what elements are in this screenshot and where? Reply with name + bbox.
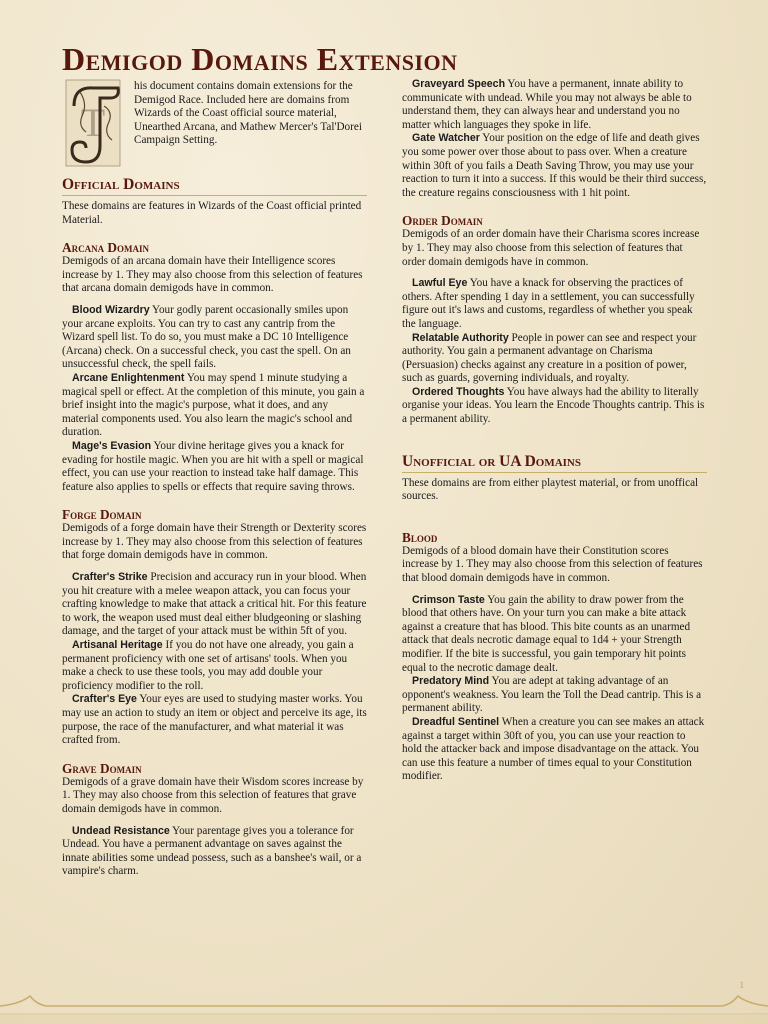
grave-domain-text: Demigods of a grave domain have their Wisdom scores increase by 1. They may also choose from this selection of features that grave domain demigods have in common. <box>62 775 364 815</box>
feature-crimson-taste: Crimson Taste You gain the ability to draw power from the blood that others have. On your turn you can make a bite attack against a creature that has blood. This bite counts as an unarmed attack that deals necrotic damage equal to 1d4 + your Strength modifier. If the bite is successful, you gain temporary hit points equal to the necrotic damage dealt. <box>402 593 691 674</box>
heading-blood-domain: Blood <box>402 529 438 545</box>
heading-forge-domain: Forge Domain <box>62 507 142 523</box>
feature-blood-wizardry: Blood Wizardry Your godly parent occasionally smiles upon your arcane exploits. You can try to cast any cantrip from the Wizard spell list. To do so, you must make a DC 10 Intelligence (Arcana) check. On a successful check, you cast the spell. On an unsuccessful check, the spell fails. <box>62 303 351 371</box>
heading-order-domain: Order Domain <box>402 213 483 229</box>
official-domains-text: These domains are features in Wizards of the Coast official printed Material. <box>62 200 362 226</box>
feature-relatable-authority: Relatable Authority People in power can see and respect your authority. You gain a permanent advantage on Charisma (Persuasion) checks against any creature in a position of power, such as guards, governing individuals, and royalty. <box>402 331 697 385</box>
forge-domain-text: Demigods of a forge domain have their Strength or Dexterity scores increase by 1. They may also choose from this selection of features that forge domain demigods have in common. <box>62 522 367 562</box>
heading-official-domains: Official Domains <box>62 176 367 196</box>
arcana-domain-text: Demigods of an arcana domain have their Intelligence scores increase by 1. They may also choose from this selection of features that arcana domain demigods have in common. <box>62 255 363 295</box>
feature-gate-watcher: Gate Watcher Your position on the edge of life and death gives you some power over those about to pass over. When a creature within 30ft of you fails a Death Saving Throw, you may use your reaction to turn it into a success. If this would be their third success, the creature regains consciousness with 1 hit point. <box>402 132 707 199</box>
feature-artisanal-heritage: Artisanal Heritage If you do not have one already, you gain a permanent proficiency with one set of artisans' tools. When you make a check to use these tools, you may add double your proficiency modifier to the roll. <box>62 639 354 692</box>
feature-ordered-thoughts: Ordered Thoughts You have always had the ability to literally organise your ideas. You learn the Encode Thoughts cantrip. This is a permanent ability. <box>402 385 705 426</box>
feature-crafters-strike: Crafter's Strike Precision and accuracy run in your blood. When you hit creature with a melee weapon attack, you can focus your crafting knowledge to make that attack a critical hit. For this feature to work, the weapon used must deal either bludgeoning or slashing damage, and the target of your attack must be within 5ft of you. <box>62 571 367 638</box>
page-title: Demigod Domains Extension <box>62 41 458 77</box>
order-domain-text: Demigods of an order domain have their Charisma scores increase by 1. They may also choose from this selection of features that order domain demigods have in common. <box>402 228 700 268</box>
feature-undead-resistance: Undead Resistance Your parentage gives you a tolerance for Undead. You have a permanent advantage on saves against the innate abilities some undead possess, such as a banshee's wail, or a vampire's charm. <box>62 824 362 878</box>
heading-arcana-domain: Arcana Domain <box>62 240 150 256</box>
feature-lawful-eye: Lawful Eye You have a knack for observing the practices of others. After spending 1 day in a settlement, you can successfully figure out it's laws and customs, regardless of whether you speak the language. <box>402 277 695 330</box>
feature-mages-evasion: Mage's Evasion Your divine heritage gives you a knack for evading for hostile magic. When you are hit with a spell or magical effect, you can use your reaction to instead take half damage. This feature also applies to spells or effects that require saving throws. <box>62 439 364 493</box>
feature-crafters-eye: Crafter's Eye Your eyes are used to studying master works. You may use an action to study an item or object and perceive its age, its purpose, the race of the manufacturer, and what material it was crafted from. <box>62 693 367 747</box>
dropcap-text: T <box>80 100 106 145</box>
page-number: 1 <box>739 980 744 990</box>
feature-graveyard-speech: Graveyard Speech You have a permanent, innate ability to communicate with undead. While you may not always be able to understand them, they can always hear and understand you no matter which languages they spoke in life. <box>402 78 692 131</box>
left-column <box>62 80 367 879</box>
feature-arcane-enlightenment: Arcane Enlightenment You may spend 1 minute studying a magical spell or effect. At the completion of this minute, you gain a brief insight into the magic's purpose, what it does, and any material components used. You also learn the magic's school and duration. <box>62 371 365 439</box>
intro-text: his document contains domain extensions for the Demigod Race. Included here are domains from Wizards of the Coast official source material, Unearthed Arcana, and Mathew Mercer's Tal'Dorei Campaign Setting. <box>134 80 362 147</box>
heading-grave-domain: Grave Domain <box>62 760 142 776</box>
unofficial-domains-text: These domains are from either playtest material, or from unoffical sources. <box>402 476 699 503</box>
page-footer-ornament <box>0 974 768 1024</box>
dropcap-letter <box>60 76 126 170</box>
right-column <box>402 78 707 784</box>
feature-dreadful-sentinel: Dreadful Sentinel When a creature you can see makes an attack against a target within 30ft of you, you can use your reaction to hold the attacker back and impose disadvantage on the attack. You can use this feature a number of times equal to your Constitution modifier. <box>402 715 705 783</box>
heading-unofficial-domains: Unofficial or UA Domains <box>402 453 707 473</box>
intro-block <box>62 80 367 168</box>
blood-domain-text: Demigods of a blood domain have their Constitution scores increase by 1. They may also choose from this selection of features that blood domain demigods have in common. <box>402 544 703 585</box>
feature-predatory-mind: Predatory Mind You are adept at taking advantage of an opponent's weakness. You learn the Toll the Dead cantrip. This is a permanent ability. <box>402 675 702 715</box>
